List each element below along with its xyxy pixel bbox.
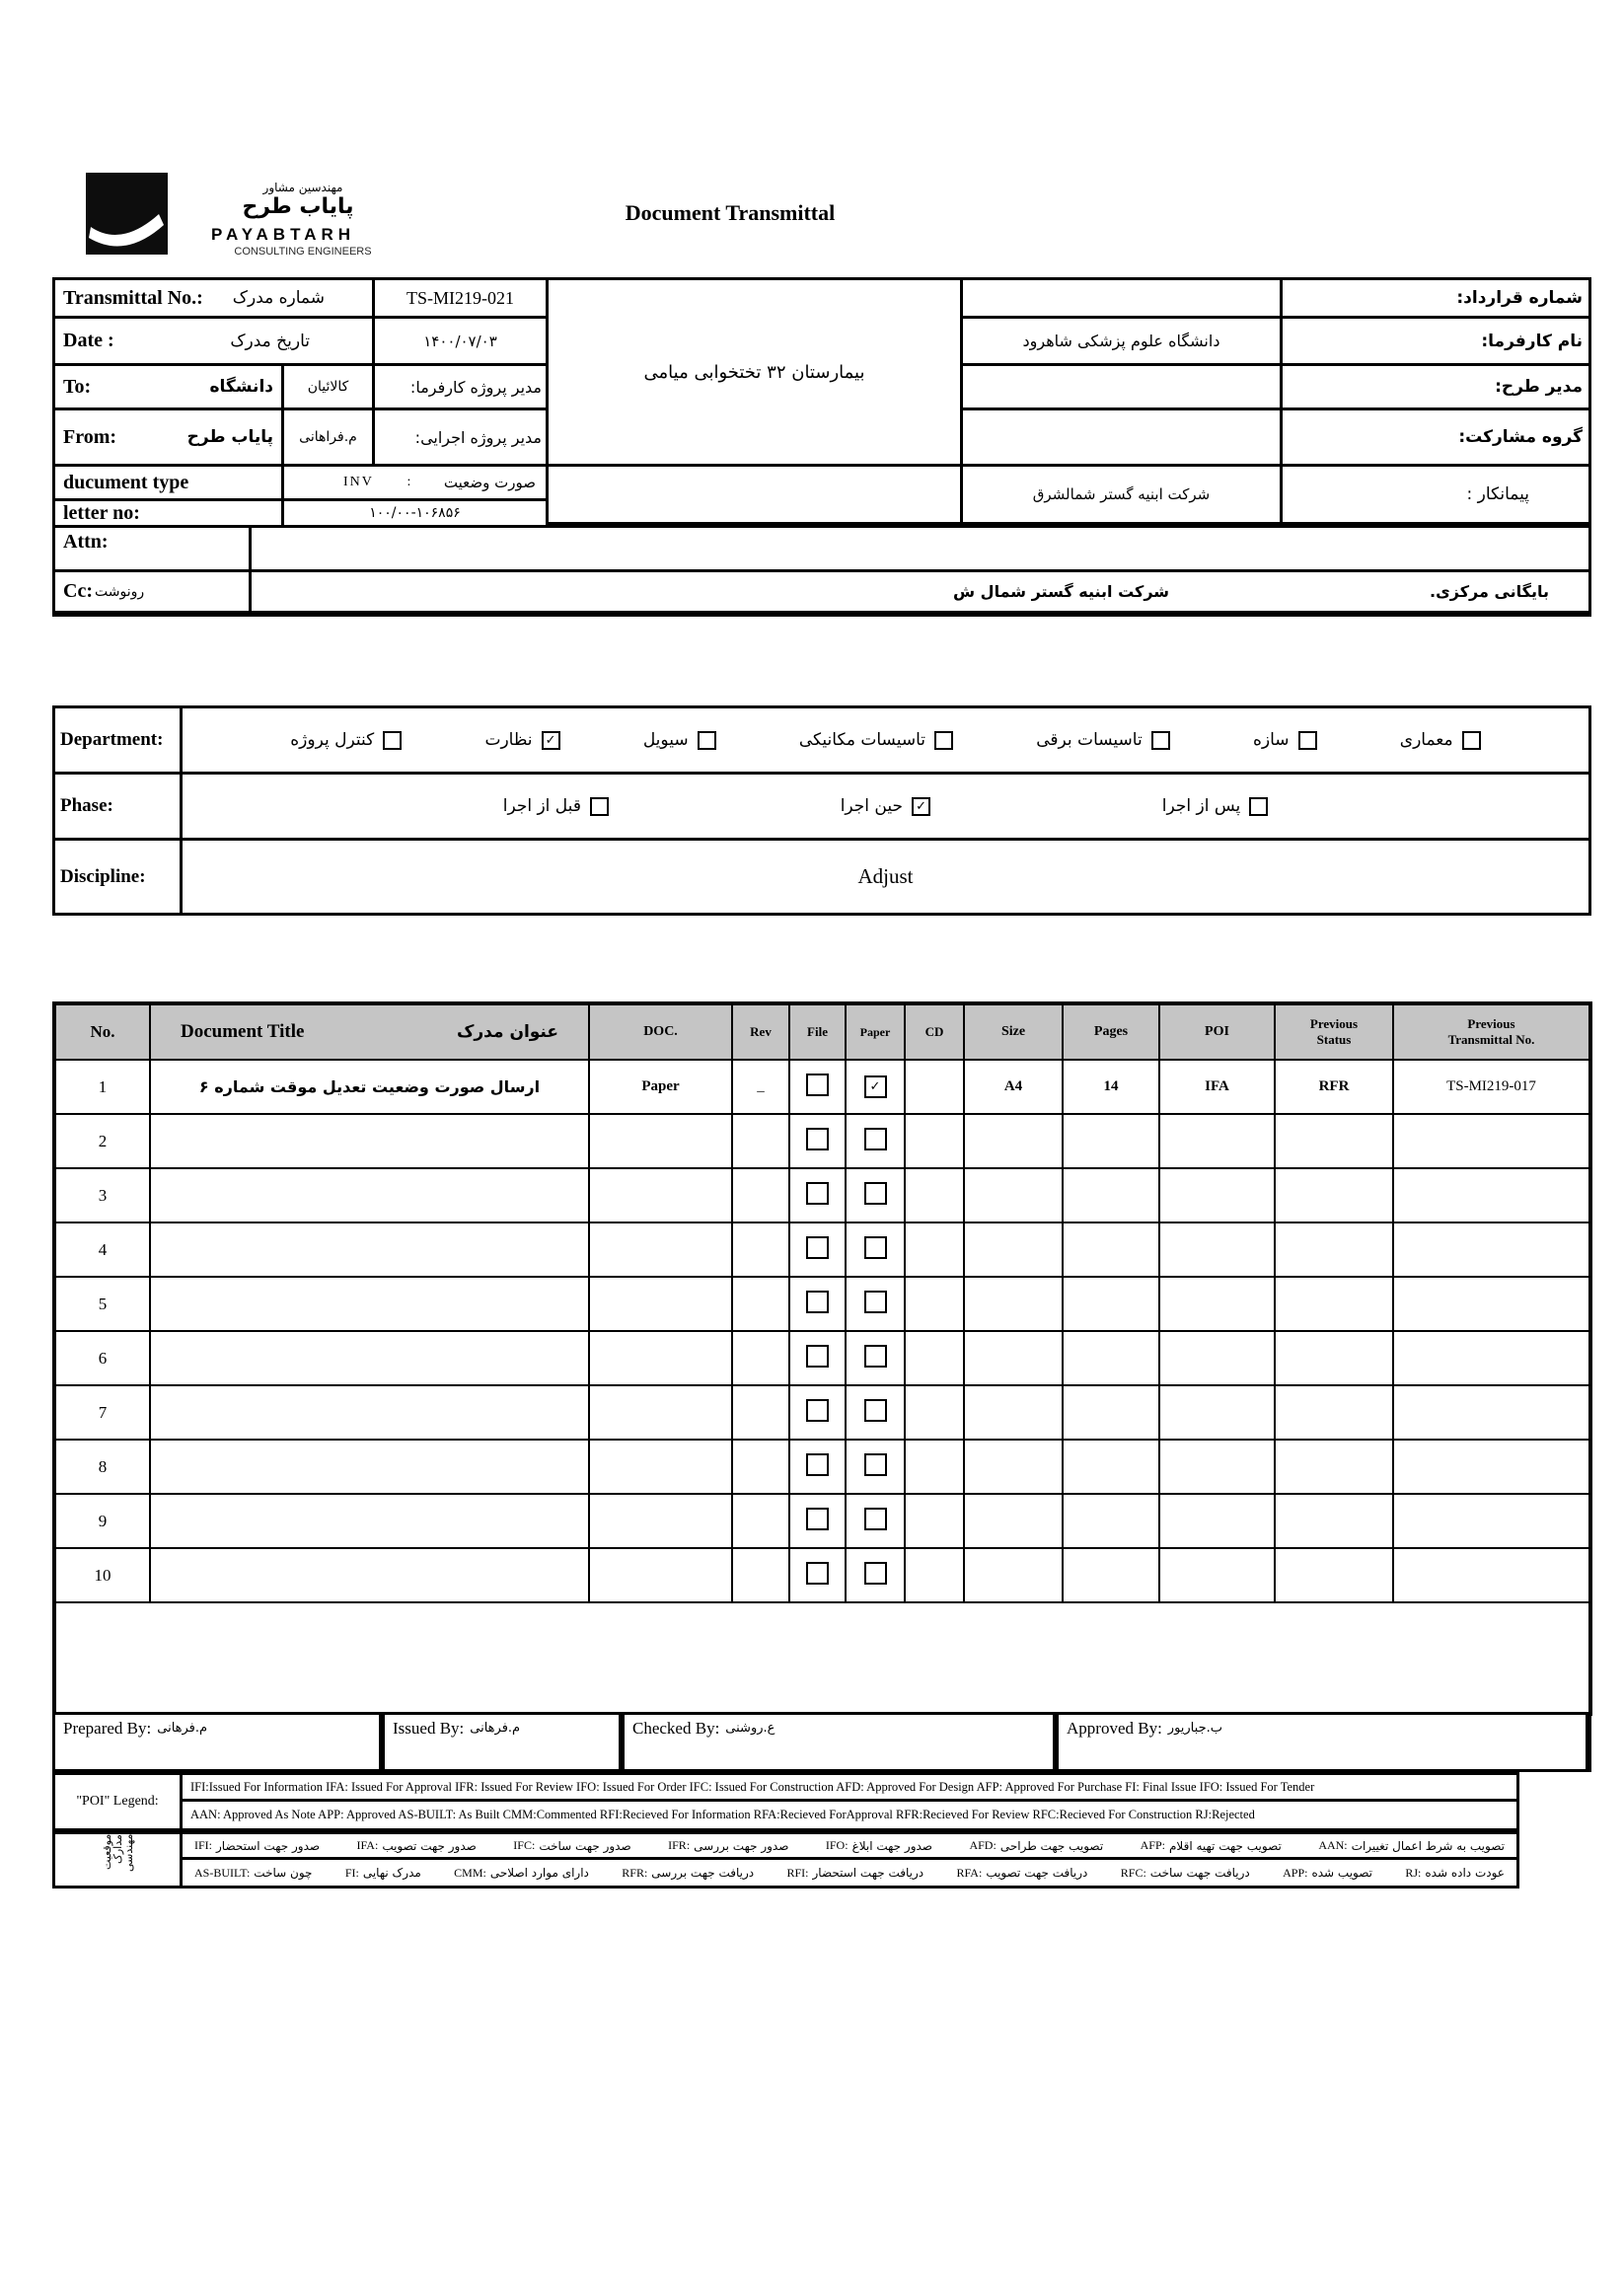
cell-paper (846, 1440, 905, 1494)
prepared-by-label: Prepared By: (63, 1719, 152, 1738)
design-manager-value (963, 366, 1280, 407)
cell-size: A4 (964, 1060, 1063, 1114)
cc-value-1: شرکت ابنیه گستر شمال ش (953, 582, 1169, 601)
jv-label: گروه مشارکت: (1283, 410, 1588, 464)
to-value: دانشگاه (209, 377, 273, 397)
department-checkbox[interactable] (934, 731, 953, 750)
header-prev-transmittal: Previous Transmittal No. (1393, 1003, 1590, 1060)
cell-paper (846, 1277, 905, 1331)
paper-checkbox[interactable] (864, 1562, 887, 1585)
file-checkbox[interactable] (806, 1182, 829, 1205)
approved-by-label: Approved By: (1067, 1719, 1162, 1738)
cell-doc: Paper (589, 1060, 732, 1114)
header-prev-status: Previous Status (1275, 1003, 1393, 1060)
discipline-value: Adjust (183, 841, 1588, 913)
department-label: Department: (55, 708, 180, 772)
signature-row (52, 1712, 1591, 1772)
legend-item: RJ: عودت داده شده (1405, 1865, 1505, 1880)
cell-no: 2 (54, 1114, 150, 1168)
cell-file (789, 1114, 846, 1168)
doctype-value-en: INV (343, 475, 374, 489)
cell-no: 8 (54, 1440, 150, 1494)
file-checkbox[interactable] (806, 1399, 829, 1422)
from-value: پایاب طرح (186, 427, 273, 447)
from-label: From: (63, 425, 117, 448)
cc-label-en: Cc: (63, 580, 93, 602)
page-title: Document Transmittal (625, 200, 836, 225)
cell-no: 1 (54, 1060, 150, 1114)
to-person: کالائیان (284, 366, 372, 407)
legend-item: IFI: صدور جهت استحضار (194, 1838, 321, 1853)
paper-checkbox[interactable] (864, 1075, 887, 1098)
cell-paper (846, 1494, 905, 1548)
document-row-1 (54, 1060, 1590, 1114)
cell-paper (846, 1548, 905, 1602)
issued-by-cell (385, 1715, 619, 1769)
department-checkbox[interactable] (383, 731, 402, 750)
poi-legend-row-2: AAN: Approved As Note APP: Approved AS-BUILT: As Built CMM:Commented RFI:Recieved For Information RFA:Recieved ForApproval RFR:Recieved For Review RFC:Recieved For Construction RJ:Rejected (183, 1802, 1516, 1828)
transmittal-no-label-en: Transmittal No.: (63, 286, 203, 309)
design-manager-label: مدیر طرح: (1283, 366, 1588, 407)
legend-item: AAN: تصویب به شرط اعمال تغییرات (1318, 1838, 1505, 1853)
paper-checkbox[interactable] (864, 1399, 887, 1422)
header-doc: DOC. (589, 1003, 732, 1060)
cell-poi: IFA (1159, 1060, 1275, 1114)
logo-en-name: PAYABTARH (210, 225, 356, 244)
issued-by-label: Issued By: (393, 1719, 465, 1738)
cell-title: ارسال صورت وضعیت تعدیل موقت شماره ۶ (150, 1060, 589, 1114)
document-row-9 (54, 1494, 1590, 1548)
paper-checkbox[interactable] (864, 1345, 887, 1368)
discipline-label: Discipline: (55, 841, 180, 913)
attn-content (252, 528, 1588, 569)
cell-prev-status: RFR (1275, 1060, 1393, 1114)
letterno-label: letter no: (55, 501, 281, 525)
legend-item: RFI: دریافت جهت استحضار (786, 1865, 924, 1880)
document-row-3 (54, 1168, 1590, 1222)
legend-item: APP: تصویب شده (1283, 1865, 1372, 1880)
paper-checkbox[interactable] (864, 1453, 887, 1476)
cell-pages: 14 (1063, 1060, 1159, 1114)
cell-paper (846, 1114, 905, 1168)
contractor-value: شرکت ابنیه گستر شمالشرق (963, 467, 1280, 522)
file-checkbox[interactable] (806, 1453, 829, 1476)
file-checkbox[interactable] (806, 1128, 829, 1150)
mid-empty-cell (549, 467, 960, 522)
document-row-2 (54, 1114, 1590, 1168)
prepared-by-name: م.فرهانی (157, 1721, 208, 1736)
cell-file (789, 1440, 846, 1494)
phase-options (183, 775, 1588, 838)
file-checkbox[interactable] (806, 1345, 829, 1368)
client-name-value: دانشگاه علوم پزشکی شاهرود (963, 319, 1280, 363)
to-cell (55, 366, 281, 407)
jv-value (963, 410, 1280, 464)
contract-no-value (963, 280, 1280, 316)
to-label: To: (63, 375, 92, 398)
legend-item: IFR: صدور جهت بررسی (668, 1838, 789, 1853)
cell-no: 10 (54, 1548, 150, 1602)
department-checkbox[interactable] (1298, 731, 1317, 750)
prepared-by-cell (55, 1715, 379, 1769)
cell-no: 3 (54, 1168, 150, 1222)
document-row-10 (54, 1548, 1590, 1602)
document-table-header (54, 1003, 1590, 1060)
department-checkbox[interactable] (698, 731, 716, 750)
cell-prev-transmittal: TS-MI219-017 (1393, 1060, 1590, 1114)
doctype-value-fa: صورت وضعیت (443, 474, 536, 491)
legend-item: AFD: تصویب جهت طراحی (969, 1838, 1104, 1853)
cell-file (789, 1277, 846, 1331)
fa-legend-label: موقعیت مدارک مهندسی (55, 1834, 180, 1886)
legend-item: IFC: صدور جهت ساخت (513, 1838, 631, 1853)
cell-file (789, 1385, 846, 1440)
department-checkbox[interactable] (1462, 731, 1481, 750)
company-logo (86, 173, 382, 261)
date-label-fa: تاریخ مدرک (230, 331, 310, 351)
cell-no: 6 (54, 1331, 150, 1385)
fa-legend-row-2 (183, 1860, 1516, 1886)
file-checkbox[interactable] (806, 1508, 829, 1530)
project-name-cell (549, 280, 960, 464)
cell-no: 5 (54, 1277, 150, 1331)
paper-checkbox[interactable] (864, 1508, 887, 1530)
phase-option: حین اجرا ✓ (841, 796, 930, 816)
project-name: بیمارستان ۳۲ تختخوابی میامی (643, 361, 865, 383)
transmittal-no-label-fa: شماره مدرک (232, 288, 325, 308)
header-paper: Paper (846, 1003, 905, 1060)
department-options (183, 708, 1588, 772)
header-poi: POI (1159, 1003, 1275, 1060)
cell-file (789, 1060, 846, 1114)
cell-file (789, 1331, 846, 1385)
cell-file (789, 1168, 846, 1222)
contract-no-label: شماره قرارداد: (1283, 280, 1588, 316)
poi-legend-row-1: IFI:Issued For Information IFA: Issued For Approval IFR: Issued For Review IFO: Issued For Order IFC: Issued For Construction AFD: Approved For Design AFP: Approved For Purchase FI: Final Issue IFO: Issued For Tender (183, 1775, 1516, 1799)
cell-paper (846, 1222, 905, 1277)
doctype-colon: : (406, 475, 411, 489)
document-row-7 (54, 1385, 1590, 1440)
from-cell (55, 410, 281, 464)
cc-content (252, 572, 1588, 611)
info-table (52, 277, 1591, 617)
cell-file (789, 1494, 846, 1548)
document-row-8 (54, 1440, 1590, 1494)
doctype-label: ducument type (55, 467, 281, 498)
cell-no: 7 (54, 1385, 150, 1440)
header-no: No. (54, 1003, 150, 1060)
file-checkbox[interactable] (806, 1074, 829, 1096)
legend-item: IFO: صدور جهت ابلاغ (825, 1838, 932, 1853)
client-name-label: نام کارفرما: (1283, 319, 1588, 363)
to-role: مدیر پروژه کارفرما: (375, 366, 546, 407)
header-file: File (789, 1003, 846, 1060)
legend-item: CMM: دارای موارد اصلاحی (454, 1865, 589, 1880)
paper-checkbox[interactable] (864, 1128, 887, 1150)
letterno-value: ۱۰۰/۰۰-۱۰۶۸۵۶ (284, 501, 546, 525)
cell-paper (846, 1331, 905, 1385)
header-cd: CD (905, 1003, 964, 1060)
header-title: Document Title عنوان مدرک (150, 1003, 589, 1060)
paper-checkbox[interactable] (864, 1291, 887, 1313)
fa-legend-row-1 (183, 1834, 1516, 1857)
department-option: نظارت ✓ (484, 730, 559, 750)
department-option: کنترل پروژه (290, 730, 402, 750)
checked-by-cell (625, 1715, 1053, 1769)
department-option: سیویل (643, 730, 716, 750)
phase-option: پس از اجرا (1162, 796, 1268, 816)
legend-item: IFA: صدور جهت تصویب (356, 1838, 477, 1853)
department-option: سازه (1253, 730, 1317, 750)
department-checkbox[interactable] (542, 731, 560, 750)
phase-checkbox[interactable] (1249, 797, 1268, 816)
checked-by-label: Checked By: (632, 1719, 720, 1738)
checked-by-name: ع.روشنی (725, 1721, 775, 1736)
date-value: ۱۴۰۰/۰۷/۰۳ (375, 319, 546, 363)
cc-label-fa: رونوشت (94, 583, 145, 600)
poi-legend (52, 1772, 1519, 1831)
file-checkbox[interactable] (806, 1291, 829, 1313)
cell-paper (846, 1168, 905, 1222)
date-label-en: Date : (63, 330, 114, 351)
paper-checkbox[interactable] (864, 1182, 887, 1205)
logo-en-tagline: CONSULTING ENGINEERS (234, 246, 372, 258)
logo-mark-icon (86, 173, 168, 255)
cc-label (55, 572, 249, 611)
transmittal-no-value: TS-MI219-021 (375, 280, 546, 316)
legend-item: AS-BUILT: چون ساخت (194, 1865, 313, 1880)
cell-rev: _ (732, 1060, 789, 1114)
department-option: تاسیسات مکانیکی (799, 730, 953, 750)
file-checkbox[interactable] (806, 1562, 829, 1585)
document-row-4 (54, 1222, 1590, 1277)
attn-label: Attn: (55, 528, 249, 569)
transmittal-no-label (55, 280, 372, 316)
document-table (52, 1001, 1592, 1716)
cell-paper (846, 1060, 905, 1114)
legend-item: RFR: دریافت جهت بررسی (622, 1865, 755, 1880)
cell-cd (905, 1060, 964, 1114)
cell-file (789, 1222, 846, 1277)
cell-no: 9 (54, 1494, 150, 1548)
department-option: تاسیسات برقی (1036, 730, 1169, 750)
doctype-value (284, 467, 546, 498)
from-role: مدیر پروژه اجرایی: (375, 410, 546, 464)
department-option: معماری (1400, 730, 1481, 750)
legend-item: AFP: تصویب جهت تهیه اقلام (1140, 1838, 1282, 1853)
from-person: م.فراهانی (284, 410, 372, 464)
document-row-6 (54, 1331, 1590, 1385)
legend-item: RFA: دریافت جهت تصویب (956, 1865, 1088, 1880)
poi-legend-label: "POI" Legend: (55, 1775, 180, 1828)
contractor-label: پیمانکار : (1283, 467, 1588, 522)
date-label (55, 319, 372, 363)
approved-by-name: ب.جباریور (1167, 1721, 1222, 1736)
phase-checkbox[interactable] (912, 797, 930, 816)
phase-option: قبل از اجرا (503, 796, 609, 816)
cell-no: 4 (54, 1222, 150, 1277)
paper-checkbox[interactable] (864, 1236, 887, 1259)
header-pages: Pages (1063, 1003, 1159, 1060)
legend-item: RFC: دریافت جهت ساخت (1120, 1865, 1250, 1880)
document-row-5 (54, 1277, 1590, 1331)
logo-fa-big: پایاب طرح (242, 194, 354, 219)
cc-value-2: بایگانی مرکزی. (1430, 582, 1549, 601)
approved-by-cell (1059, 1715, 1586, 1769)
header-rev: Rev (732, 1003, 789, 1060)
phase-checkbox[interactable] (590, 797, 609, 816)
fa-legend (52, 1831, 1519, 1889)
legend-item: FI: مدرک نهایی (344, 1865, 421, 1880)
logo-fa-small: مهندسین مشاور (262, 181, 343, 194)
header-size: Size (964, 1003, 1063, 1060)
document-table-blank-area (54, 1602, 1590, 1714)
file-checkbox[interactable] (806, 1236, 829, 1259)
department-checkbox[interactable] (1151, 731, 1170, 750)
issued-by-name: م.فرهانی (470, 1721, 521, 1736)
phase-label: Phase: (55, 775, 180, 838)
cell-file (789, 1548, 846, 1602)
cell-paper (846, 1385, 905, 1440)
classification-table (52, 705, 1591, 916)
